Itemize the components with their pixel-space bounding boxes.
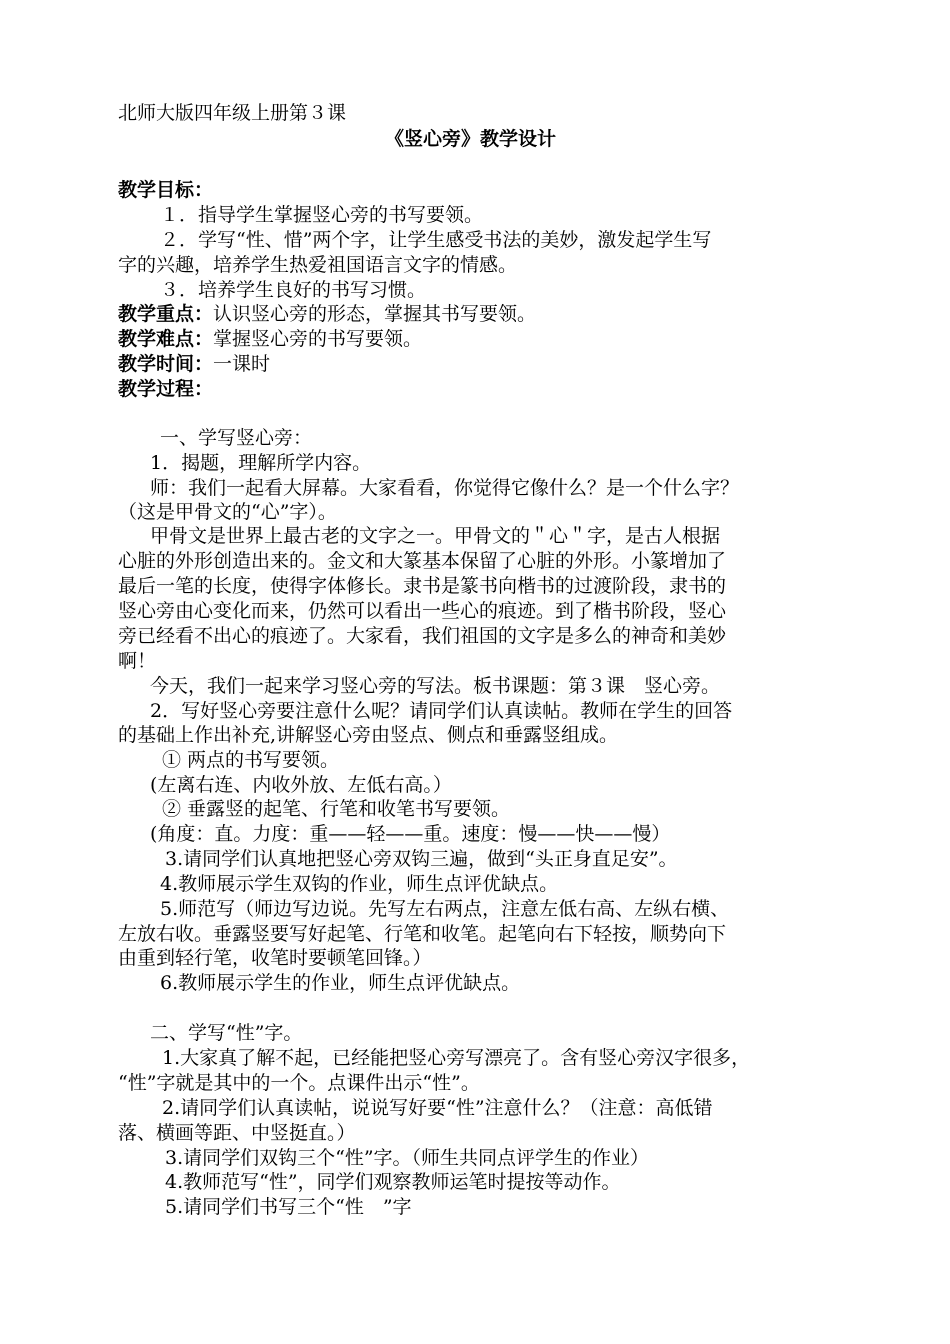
oracle-para-line-1: 甲骨文是世界上最古老的文字之一。甲骨文的＂心＂字，是古人根据 (150, 525, 721, 547)
section-1-step-5-line-1: 5.师范写（师边写边说。先写左右两点，注意左低右高、左纵右横、 (160, 898, 730, 920)
section-1-step-5-line-2: 左放右收。垂露竖要写好起笔、行笔和收笔。起笔向右下轻按，顺势向下 (118, 923, 727, 945)
section-1-step-5-line-3: 由重到轻行笔，收笔时要顿笔回锋。） (118, 947, 432, 969)
section-2-step-2-line-2: 落、横画等距、中竖挺直。） (118, 1122, 356, 1144)
process-heading: 教学过程： (118, 378, 214, 400)
teacher-line-2: （这是甲骨文的“心”字）。 (118, 501, 337, 523)
section-2-step-3: 3.请同学们双钩三个“性”字。（师生共同点评学生的作业） (165, 1147, 650, 1169)
objective-1: １．指导学生掌握竖心旁的书写要领。 (160, 204, 484, 226)
key-point-row (118, 302, 536, 326)
oracle-para-line-4: 竖心旁由心变化而来，仍然可以看出一些心的痕迹。到了楷书阶段，竖心 (118, 600, 727, 622)
document-title: 《竖心旁》教学设计 (385, 128, 557, 150)
difficulty-row (118, 327, 422, 351)
section-1-step-1: 1．揭题，理解所学内容。 (150, 452, 372, 474)
difficulty-text: 掌握竖心旁的书写要领。 (213, 328, 423, 350)
section-2-heading: 二、学写“性”字。 (150, 1022, 303, 1044)
section-2-step-5: 5.请同学们书写三个“性 ”字 (165, 1196, 412, 1218)
section-2-step-4: 4.教师范写“性”，同学们观察教师运笔时提按等动作。 (165, 1171, 621, 1193)
oracle-para-line-5: 旁已经看不出心的痕迹了。大家看，我们祖国的文字是多么的神奇和美妙 (118, 625, 727, 647)
section-1-step-2-line-2: 的基础上作出补充,讲解竖心旁由竖点、侧点和垂露竖组成。 (118, 724, 619, 746)
time-text: 一课时 (213, 353, 271, 375)
difficulty-label: 教学难点： (118, 328, 214, 350)
oracle-para-line-2: 心脏的外形创造出来的。金文和大篆基本保留了心脏的外形。小篆增加了 (118, 550, 727, 572)
objective-3: ３．培养学生良好的书写习惯。 (160, 279, 427, 301)
section-2-step-2-line-1: 2.请同学们认真读帖，说说写好要“性”注意什么？（注意：高低错 (162, 1097, 713, 1119)
time-label: 教学时间： (118, 353, 214, 375)
objectives-heading: 教学目标： (118, 179, 214, 201)
point-1: ① 两点的书写要领。 (162, 749, 340, 771)
objective-2-line-2: 字的兴趣，培养学生热爱祖国语言文字的情感。 (118, 254, 518, 276)
time-row (118, 352, 270, 376)
teacher-line-1: 师：我们一起看大屏幕。大家看看，你觉得它像什么？是一个什么字？ (150, 477, 740, 499)
point-1-note: (左离右连、内收外放、左低右高。） (150, 774, 452, 796)
objective-2-line-1: ２．学写“性、惜”两个字，让学生感受书法的美妙，激发起学生写 (160, 229, 712, 251)
key-point-text: 认识竖心旁的形态，掌握其书写要领。 (213, 303, 537, 325)
point-2: ② 垂露竖的起笔、行笔和收笔书写要领。 (162, 798, 511, 820)
section-1-step-3: 3.请同学们认真地把竖心旁双钩三遍，做到“头正身直足安”。 (165, 848, 678, 870)
section-2-step-1-line-1: 1.大家真了解不起，已经能把竖心旁写漂亮了。含有竖心旁汉字很多， (162, 1047, 751, 1069)
section-1-step-6: 6.教师展示学生的作业，师生点评优缺点。 (160, 972, 521, 994)
today-line: 今天，我们一起来学习竖心旁的写法。板书课题：第３课 竖心旁。 (150, 675, 721, 697)
section-1-step-4: 4.教师展示学生双钩的作业，师生点评优缺点。 (160, 873, 559, 895)
key-point-label: 教学重点： (118, 303, 214, 325)
section-2-step-1-line-2: “性”字就是其中的一个。点课件出示“性”。 (118, 1072, 480, 1094)
section-1-step-2-line-1: 2．写好竖心旁要注意什么呢？请同学们认真读帖。教师在学生的回答 (150, 700, 733, 722)
course-header: 北师大版四年级上册第３课 (118, 102, 347, 124)
oracle-para-line-3: 最后一笔的长度，使得字体修长。隶书是篆书向楷书的过渡阶段，隶书的 (118, 575, 727, 597)
point-2-note: (角度：直。力度：重——轻——重。速度：慢——快——慢） (150, 823, 671, 845)
oracle-para-line-6: 啊！ (118, 650, 157, 672)
section-1-heading: 一、学写竖心旁： (160, 427, 313, 449)
